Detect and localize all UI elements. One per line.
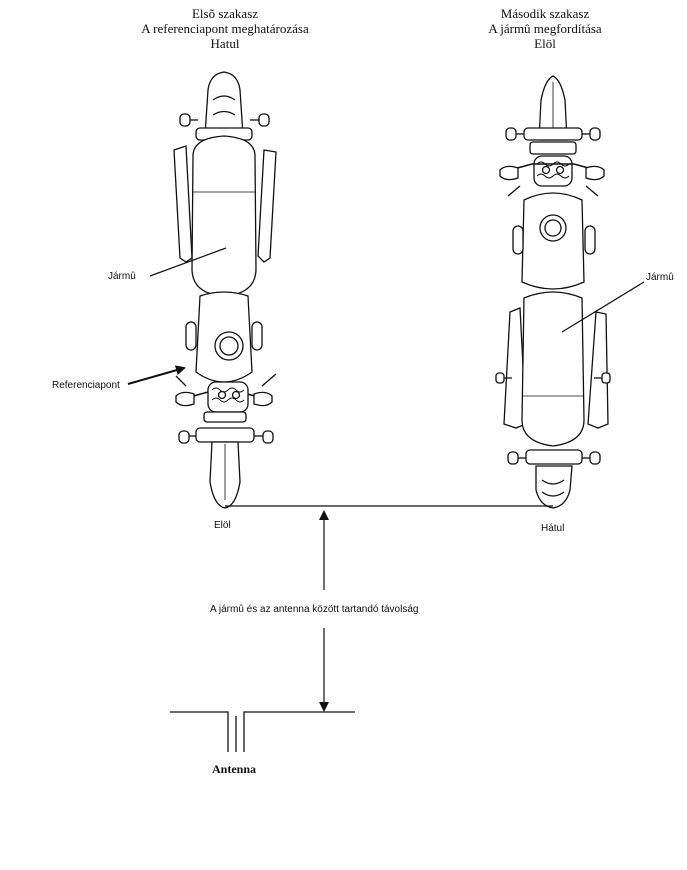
vehicle-label-left: Jármû	[108, 271, 136, 282]
distance-label: A jármû és az antenna között tartandó távolság	[210, 604, 419, 615]
stage1-title: Elsõ szakasz	[191, 6, 259, 21]
front-label: Elöl	[214, 520, 231, 531]
antenna-icon	[170, 712, 355, 752]
stage2-title: Második szakasz	[500, 6, 590, 21]
reference-point-label: Referenciapont	[52, 380, 120, 391]
vehicle-label-right: Jármû	[646, 272, 674, 283]
motorcycle-right-icon	[496, 76, 610, 508]
rear-label: Hátul	[541, 523, 565, 534]
motorcycle-left-icon	[174, 72, 276, 508]
stage1-subtitle: A referenciapont meghatározása	[141, 21, 309, 36]
reference-arrow	[128, 368, 184, 384]
antenna-label: Antenna	[212, 762, 257, 776]
stage1-orientation: Hatul	[210, 36, 240, 51]
stage2-orientation: Elöl	[534, 36, 556, 51]
stage2-subtitle: A jármû megfordítása	[488, 21, 602, 36]
